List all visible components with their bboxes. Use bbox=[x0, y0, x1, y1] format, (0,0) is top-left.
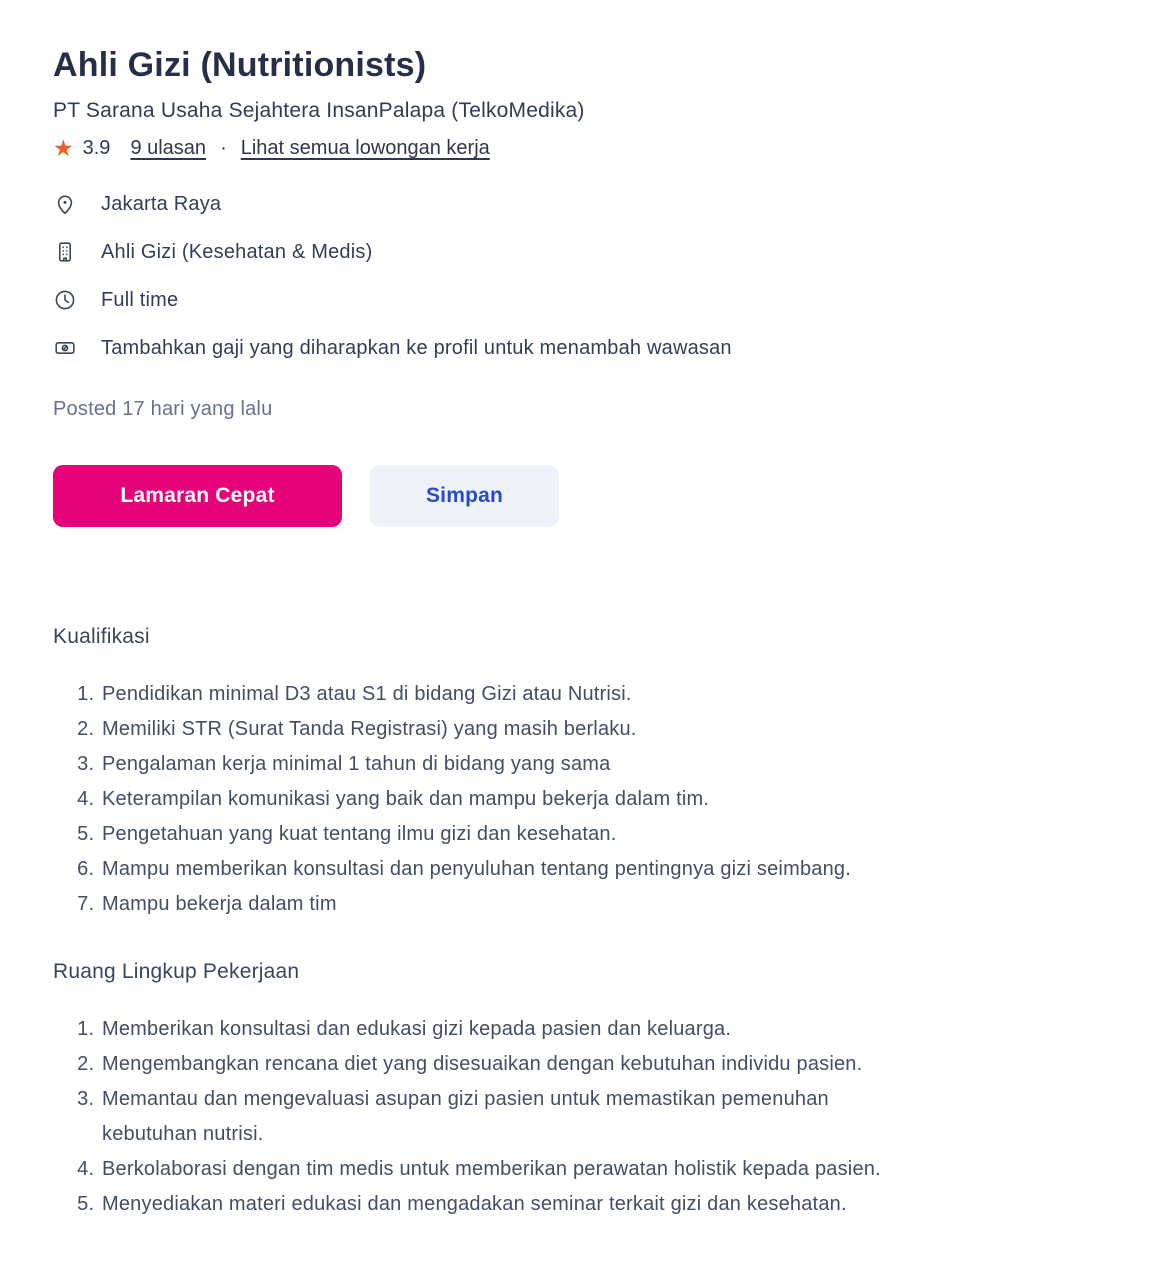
list-item: 2. Mengembangkan rencana diet yang disesuaikan dengan kebutuhan individu pasien. bbox=[100, 1047, 910, 1082]
qualifications-list bbox=[53, 677, 910, 922]
list-item: 7. Mampu bekerja dalam tim bbox=[100, 887, 910, 922]
company-name: PT Sarana Usaha Sejahtera InsanPalapa (TelkoMedika) bbox=[53, 99, 585, 122]
clock-icon bbox=[53, 288, 77, 312]
list-item: 6. Mampu memberikan konsultasi dan penyuluhan tentang pentingnya gizi seimbang. bbox=[100, 852, 910, 887]
qualifications-heading: Kualifikasi bbox=[53, 625, 150, 648]
worktype-row bbox=[53, 288, 1103, 312]
list-item: 3. Pengalaman kerja minimal 1 tahun di bidang yang sama bbox=[100, 747, 910, 782]
list-item: 2. Memiliki STR (Surat Tanda Registrasi) yang masih berlaku. bbox=[100, 712, 910, 747]
posted-date: Posted 17 hari yang lalu bbox=[53, 398, 273, 420]
list-item: 1. Memberikan konsultasi dan edukasi gizi kepada pasien dan keluarga. bbox=[100, 1012, 910, 1047]
list-item: 1. Pendidikan minimal D3 atau S1 di bidang Gizi atau Nutrisi. bbox=[100, 677, 910, 712]
list-item: 5. Pengetahuan yang kuat tentang ilmu gizi dan kesehatan. bbox=[100, 817, 910, 852]
rating-value: 3.9 bbox=[82, 137, 111, 159]
reviews-link[interactable]: 9 ulasan bbox=[130, 137, 207, 159]
category-text: Ahli Gizi (Kesehatan & Medis) bbox=[101, 240, 373, 263]
category-row bbox=[53, 240, 1103, 264]
list-item: 4. Berkolaborasi dengan tim medis untuk memberikan perawatan holistik kepada pasien. bbox=[100, 1152, 910, 1187]
list-item: 3. Memantau dan mengevaluasi asupan gizi pasien untuk memastikan pemenuhan kebutuhan nutrisi. bbox=[100, 1082, 910, 1152]
action-buttons bbox=[53, 465, 1103, 527]
salary-hint-text: Tambahkan gaji yang diharapkan ke profil untuk menambah wawasan bbox=[101, 336, 732, 359]
scope-heading: Ruang Lingkup Pekerjaan bbox=[53, 960, 300, 983]
page-title: Ahli Gizi (Nutritionists) bbox=[53, 46, 427, 84]
location-pin-icon bbox=[53, 192, 77, 216]
star-icon: ★ bbox=[53, 135, 74, 161]
list-item: 4. Keterampilan komunikasi yang baik dan mampu bekerja dalam tim. bbox=[100, 782, 910, 817]
rating-row bbox=[53, 137, 1103, 160]
quick-apply-button[interactable]: Lamaran Cepat bbox=[53, 465, 342, 527]
list-item: 5. Menyediakan materi edukasi dan mengadakan seminar terkait gizi dan kesehatan. bbox=[100, 1187, 910, 1222]
save-button[interactable]: Simpan bbox=[370, 465, 559, 527]
dot-separator: · bbox=[220, 137, 227, 159]
salary-row bbox=[53, 336, 1103, 360]
worktype-text: Full time bbox=[101, 288, 179, 311]
building-icon bbox=[53, 240, 77, 264]
scope-list bbox=[53, 1012, 910, 1222]
location-text: Jakarta Raya bbox=[101, 192, 222, 215]
location-row bbox=[53, 192, 1103, 216]
job-details bbox=[53, 192, 1103, 360]
banknote-icon bbox=[53, 336, 77, 360]
all-jobs-link[interactable]: Lihat semua lowongan kerja bbox=[240, 137, 490, 159]
